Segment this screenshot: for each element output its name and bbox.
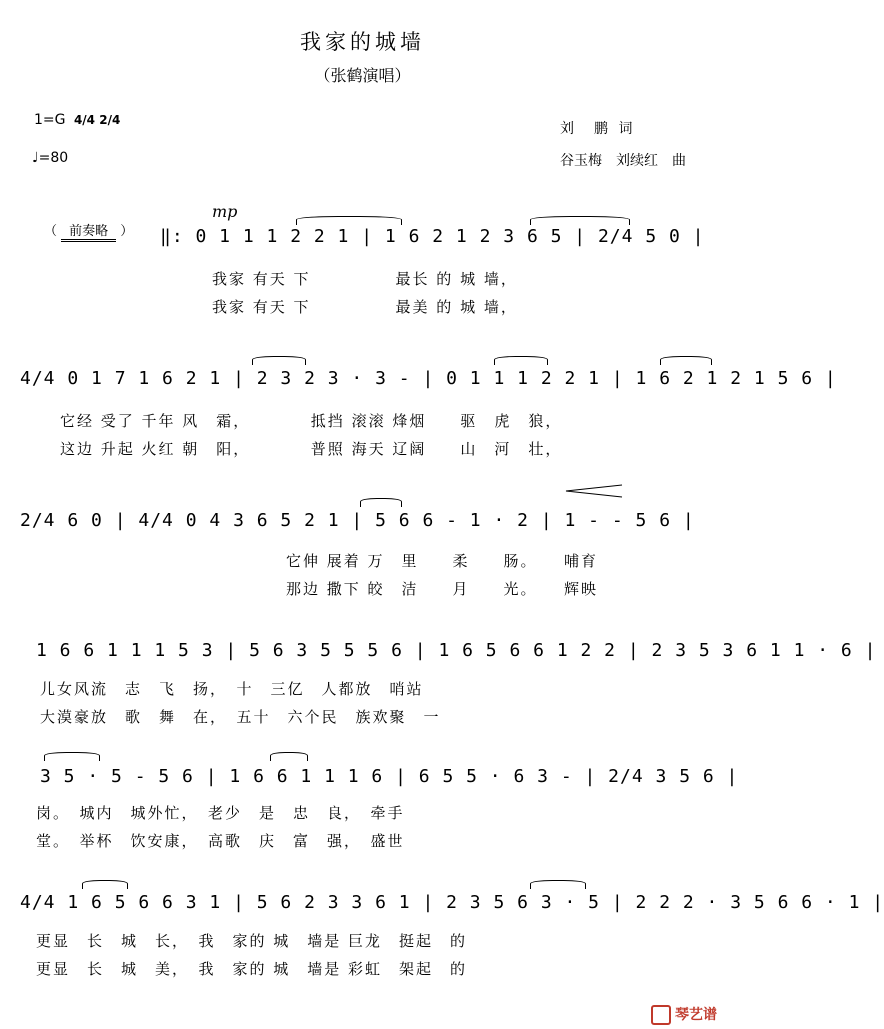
slur <box>296 216 402 225</box>
intro-box: （ 前奏略 ） <box>44 220 133 242</box>
slur <box>82 880 128 889</box>
time-signature: 4/4 2/4 <box>73 113 121 127</box>
lyrics-line-5-verse-1: 岗。 城内 城外忙， 老少 是 忠 良， 牵手 <box>36 804 405 822</box>
song-title: 我家的城墙 <box>300 30 425 54</box>
song-subtitle: （张鹤演唱） <box>314 66 411 85</box>
slur <box>252 356 306 365</box>
slur <box>44 752 100 761</box>
score-line-5 <box>0 766 739 886</box>
crescendo-hairpin <box>564 484 624 498</box>
score-line-3 <box>0 510 725 630</box>
score-line-6 <box>0 892 884 1012</box>
key-signature <box>34 112 120 128</box>
lyrics-line-6-verse-1: 更显 长 城 长， 我 家的 城 墙是 巨龙 挺起 的 <box>36 932 468 950</box>
score-line-2 <box>0 368 837 488</box>
site-watermark <box>651 1004 717 1025</box>
slur <box>494 356 548 365</box>
slur <box>270 752 308 761</box>
lyrics-line-1-verse-1: 我家 有天 下 最长 的 城 墙， <box>212 270 518 288</box>
lyrics-line-6-verse-2: 更显 长 城 美， 我 家的 城 墙是 彩虹 架起 的 <box>36 960 468 978</box>
logo-icon <box>651 1005 671 1025</box>
notes-line-5: 3 5 · 5 - 5 6 | 1 6 6 1 1 1 6 | 6 5 5 · 6 3 - | 2/4 3 5 6 | <box>40 766 739 787</box>
composer-credit: 谷玉梅 刘续红 曲 <box>560 153 686 169</box>
lyrics-line-2-verse-1: 它经 受了 千年 风 霜， 抵挡 滚滚 烽烟 驱 虎 狼， <box>60 412 563 430</box>
notes-line-6: 4/4 1 6 5 6 6 3 1 | 5 6 2 3 3 6 1 | 2 3 5 6 3 · 5 | 2 2 2 · 3 5 6 6 · 1 | <box>20 892 884 913</box>
notes-line-2: 4/4 0 1 7 1 6 2 1 | 2 3 2 3 · 3 - | 0 1 1 1 2 2 1 | 1 6 2 1 2 1 5 6 | <box>20 368 837 389</box>
lyrics-line-3-verse-2: 那边 撒下 皎 洁 月 光。 辉映 <box>286 580 599 598</box>
tempo-marking: ♩=80 <box>32 150 69 166</box>
notes-line-4: 1 6 6 1 1 1 5 3 | 5 6 3 5 5 5 6 | 1 6 5 6 6 1 2 2 | 2 3 5 3 6 1 1 · 6 | <box>36 640 877 661</box>
intro-label: 前奏略 <box>61 220 116 242</box>
slur <box>360 498 402 507</box>
slur <box>530 216 630 225</box>
lyrics-line-2-verse-2: 这边 升起 火红 朝 阳， 普照 海天 辽阔 山 河 壮， <box>60 440 563 458</box>
lyrics-line-4-verse-1: 儿女风流 志 飞 扬， 十 三亿 人都放 哨站 <box>40 680 424 698</box>
score-line-1 <box>0 226 725 346</box>
watermark-text: 琴艺谱 <box>675 1007 717 1023</box>
lyrics-line-4-verse-2: 大漠豪放 歌 舞 在， 五十 六个民 族欢聚 一 <box>40 708 441 726</box>
score-line-4 <box>0 640 877 760</box>
lyrics-line-3-verse-1: 它伸 展着 万 里 柔 肠。 哺育 <box>286 552 599 570</box>
notes-line-1: ‖: 0 1 1 1 2 2 1 | 1 6 2 1 2 3 6 5 | 2/4 5 0 | <box>160 226 705 247</box>
lyrics-line-5-verse-2: 堂。 举杯 饮安康， 高歌 庆 富 强， 盛世 <box>36 832 405 850</box>
key-label: 1=G <box>34 112 66 128</box>
slur <box>530 880 586 889</box>
lyrics-line-1-verse-2: 我家 有天 下 最美 的 城 墙， <box>212 298 518 316</box>
dynamic-mp: mp <box>212 202 238 221</box>
lyricist-credit: 刘 鹏 词 <box>560 121 636 137</box>
slur <box>660 356 712 365</box>
notes-line-3: 2/4 6 0 | 4/4 0 4 3 6 5 2 1 | 5 6 6 - 1 · 2 | 1 - - 5 6 | <box>20 510 695 531</box>
